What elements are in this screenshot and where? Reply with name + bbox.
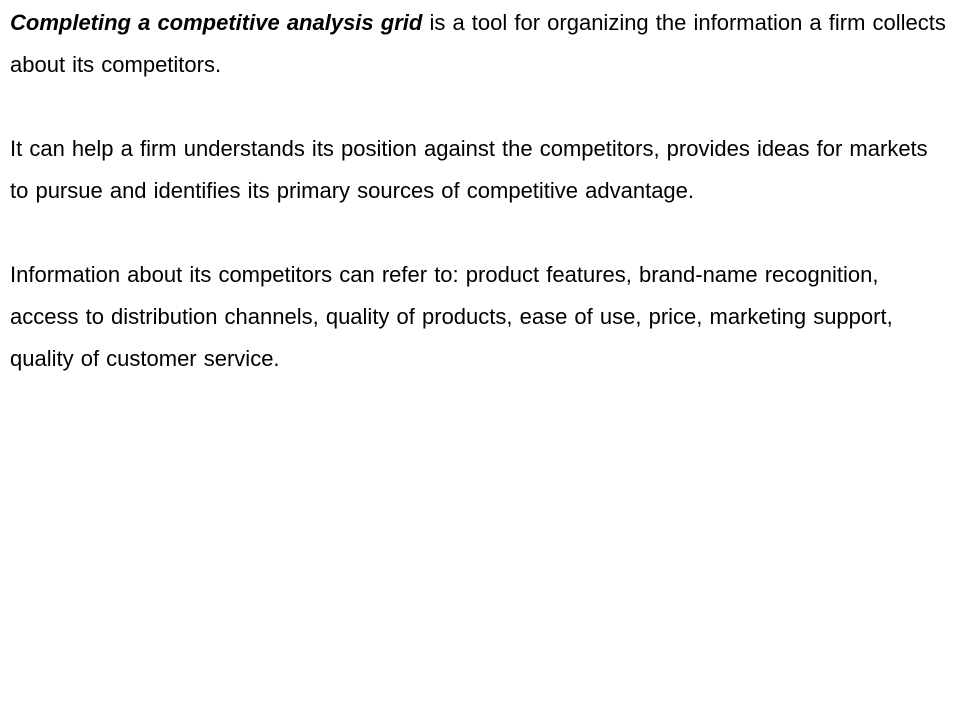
slide-body	[10, 0, 950, 380]
definition-paragraph	[10, 2, 950, 86]
information-paragraph: Information about its competitors can refer to: product features, brand-name recognition, access to distribution channels, quality of products, ease of use, price, marketing support, quality of customer service.	[10, 262, 893, 371]
definition-text: is a tool for organizing the information a firm collects about its competitors.	[10, 10, 946, 77]
key-term: Completing a competitive analysis grid	[10, 10, 423, 35]
benefits-paragraph: It can help a firm understands its position against the competitors, provides ideas for markets to pursue and identifies its primary sources of competitive advantage.	[10, 136, 928, 203]
